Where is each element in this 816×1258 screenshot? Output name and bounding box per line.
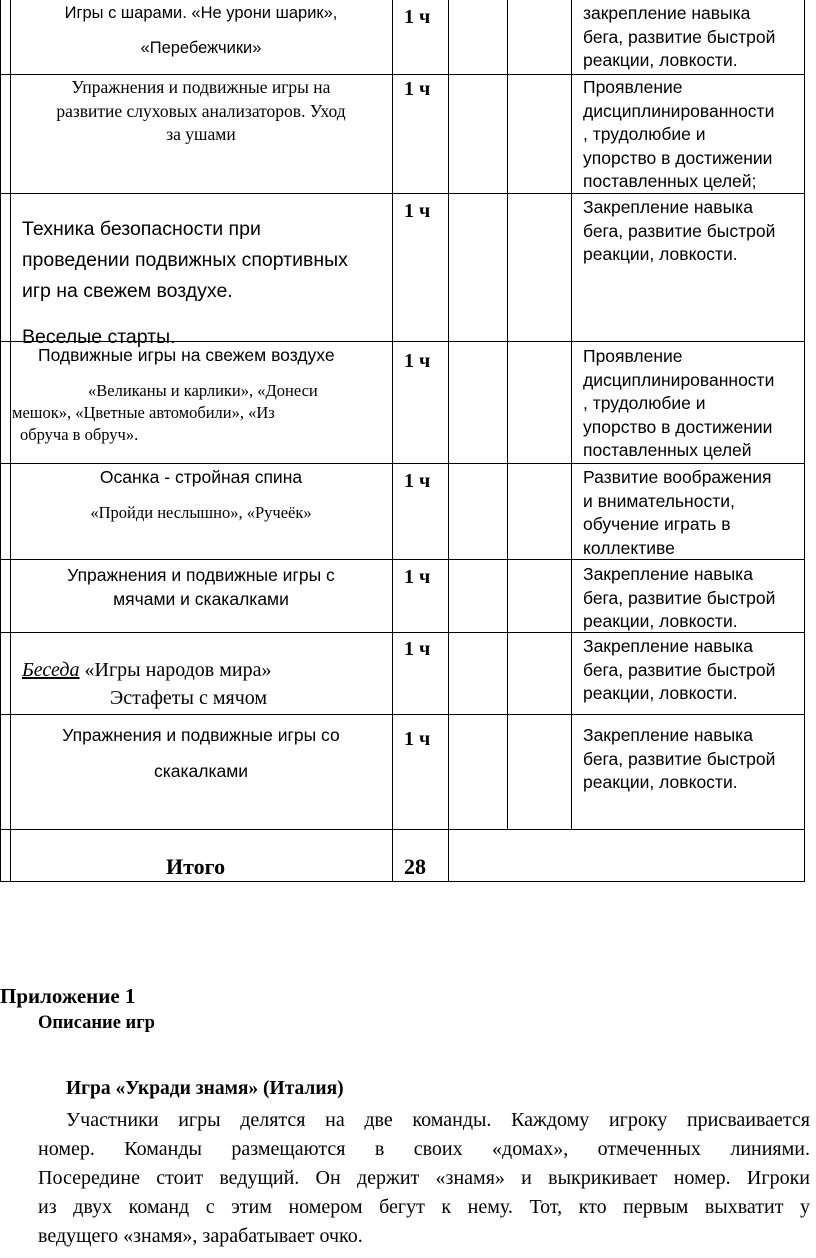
row-separator (0, 463, 805, 464)
paragraph-line: Участники игры делятся на две команды. Каждому игроку присваивается (66, 1109, 810, 1131)
hours-value: 1 ч (404, 200, 431, 222)
outcome-text: Проявление (583, 77, 683, 97)
outcome-cell (583, 724, 805, 795)
table-row (12, 564, 390, 611)
paragraph-line: Посередине стоит ведущий. Он держит «знамя» и выкрикивает номер. Игроки (38, 1167, 810, 1189)
outcome-text: , трудолюбие и (583, 124, 706, 144)
activity-text: мячами и скакалками (113, 588, 289, 609)
row-separator (0, 829, 805, 830)
activity-text: «Перебежчики» (140, 39, 262, 57)
game-description (38, 1106, 810, 1251)
outcome-text: реакции, ловкости. (583, 50, 738, 70)
table-border-bottom (0, 881, 805, 882)
outcome-cell (583, 76, 805, 194)
activity-text: «Игры народов мира» (84, 659, 272, 681)
activity-text: Упражнения и подвижные игры на (71, 77, 331, 97)
outcome-text: упорство в достижении (583, 416, 773, 437)
outcome-cell (583, 345, 805, 463)
outcome-text: бега, развитие быстрой (583, 659, 776, 680)
outcome-text: Проявление (583, 346, 683, 366)
activity-spacer (22, 307, 390, 322)
outcome-cell (583, 466, 805, 560)
outcome-text: бега, развитие быстрой (583, 748, 776, 769)
activity-text: Техника безопасности при (22, 218, 261, 240)
outcome-text: Закрепление навыка (583, 725, 753, 745)
hours-value: 1 ч (404, 470, 431, 492)
outcome-text: поставленных целей (583, 440, 752, 460)
table-divider-activity (392, 0, 393, 882)
table-divider-empty (507, 0, 508, 829)
outcome-text: реакции, ловкости. (583, 244, 738, 264)
activity-text: скакалками (153, 760, 249, 781)
activity-text: мешок», «Цветные автомобили», «Из (12, 402, 275, 422)
outcome-text: Закрепление навыка (583, 564, 753, 584)
outcome-text: дисциплинированности (583, 100, 775, 121)
activity-text: развитие слуховых анализаторов. Уход (56, 100, 346, 121)
outcome-text: обучение играть в (583, 514, 731, 534)
table-row (12, 466, 390, 524)
activity-line (22, 656, 390, 684)
activity-text: «Великаны и карлики», «Донеси (88, 380, 318, 400)
table-row (22, 656, 390, 712)
activity-text: Упражнения и подвижные игры с (67, 565, 335, 585)
outcome-text: Развитие воображения (583, 467, 772, 487)
game-title: Игра «Укради знамя» (Италия) (66, 1078, 344, 1099)
paragraph-line: ведущего «знамя», зарабатывает очко. (38, 1225, 363, 1247)
outcome-text: коллективе (583, 537, 675, 558)
outcome-text: реакции, ловкости. (583, 683, 738, 703)
paragraph-line: из двух команд с этим номером бегут к нему. Тот, кто первым выхватит у (38, 1196, 810, 1218)
outcome-text: Закрепление навыка (583, 197, 753, 217)
activity-text: «Пройди неслышно», «Ручеёк» (90, 502, 312, 522)
activity-text: обруча в обруч». (20, 424, 139, 444)
outcome-cell (583, 635, 805, 706)
outcome-text: бега, развитие быстрой (583, 587, 776, 608)
outcome-text: реакции, ловкости. (583, 611, 738, 631)
table-row (12, 76, 390, 147)
outcome-text: Закрепление навыка (583, 636, 753, 656)
activity-text: Упражнения и подвижные игры со (62, 725, 340, 745)
outcome-text: упорство в достижении (583, 147, 773, 168)
activity-text: Эстафеты с мячом (110, 687, 268, 709)
table-row (12, 344, 390, 446)
hours-value: 1 ч (404, 638, 431, 660)
outcome-text: реакции, ловкости. (583, 772, 738, 792)
table-divider-hours (448, 0, 449, 882)
total-value: 28 (404, 854, 426, 879)
activity-underlined-text: Беседа (22, 659, 80, 681)
outcome-text: и внимательности, (583, 490, 735, 511)
outcome-text: , трудолюбие и (583, 393, 706, 413)
activity-text: Подвижные игры на свежем воздухе (38, 345, 335, 365)
table-border-left (10, 0, 11, 882)
row-separator (0, 714, 805, 715)
outcome-text: бега, развитие быстрой (583, 26, 776, 47)
outcome-text: бега, развитие быстрой (583, 220, 776, 241)
appendix-title: Приложение 1 (0, 984, 136, 1008)
activity-text: Осанка - стройная спина (99, 467, 303, 487)
row-separator (0, 74, 805, 75)
table-divider-outcome (571, 0, 572, 829)
total-label: Итого (166, 854, 226, 879)
hours-value: 1 ч (404, 6, 431, 28)
hours-value: 1 ч (404, 566, 431, 588)
outcome-cell (583, 563, 805, 634)
activity-text: Игры с шарами. «Не урони шарик», (64, 4, 338, 22)
outcome-text: поставленных целей; (583, 171, 757, 191)
hours-value: 1 ч (404, 728, 431, 750)
table-row (12, 2, 390, 60)
outcome-cell (583, 2, 805, 73)
hours-value: 1 ч (404, 350, 431, 372)
outcome-cell (583, 196, 805, 267)
outcome-text: дисциплинированности (583, 369, 775, 390)
activity-text: проведении подвижных спортивных (22, 249, 348, 271)
paragraph-line: номер. Команды размещаются в своих «домах», отмеченных линиями. (38, 1138, 810, 1160)
table-row (12, 724, 390, 783)
activity-text: за ушами (166, 124, 236, 144)
table-border-outer-left (0, 0, 1, 882)
outcome-text: закрепление навыка (583, 3, 751, 23)
appendix-subtitle: Описание игр (38, 1013, 155, 1033)
activity-text: игр на свежем воздухе. (22, 280, 233, 302)
activity-text: Веселые старты. (22, 326, 176, 348)
table-row (22, 214, 390, 353)
hours-value: 1 ч (404, 78, 431, 100)
